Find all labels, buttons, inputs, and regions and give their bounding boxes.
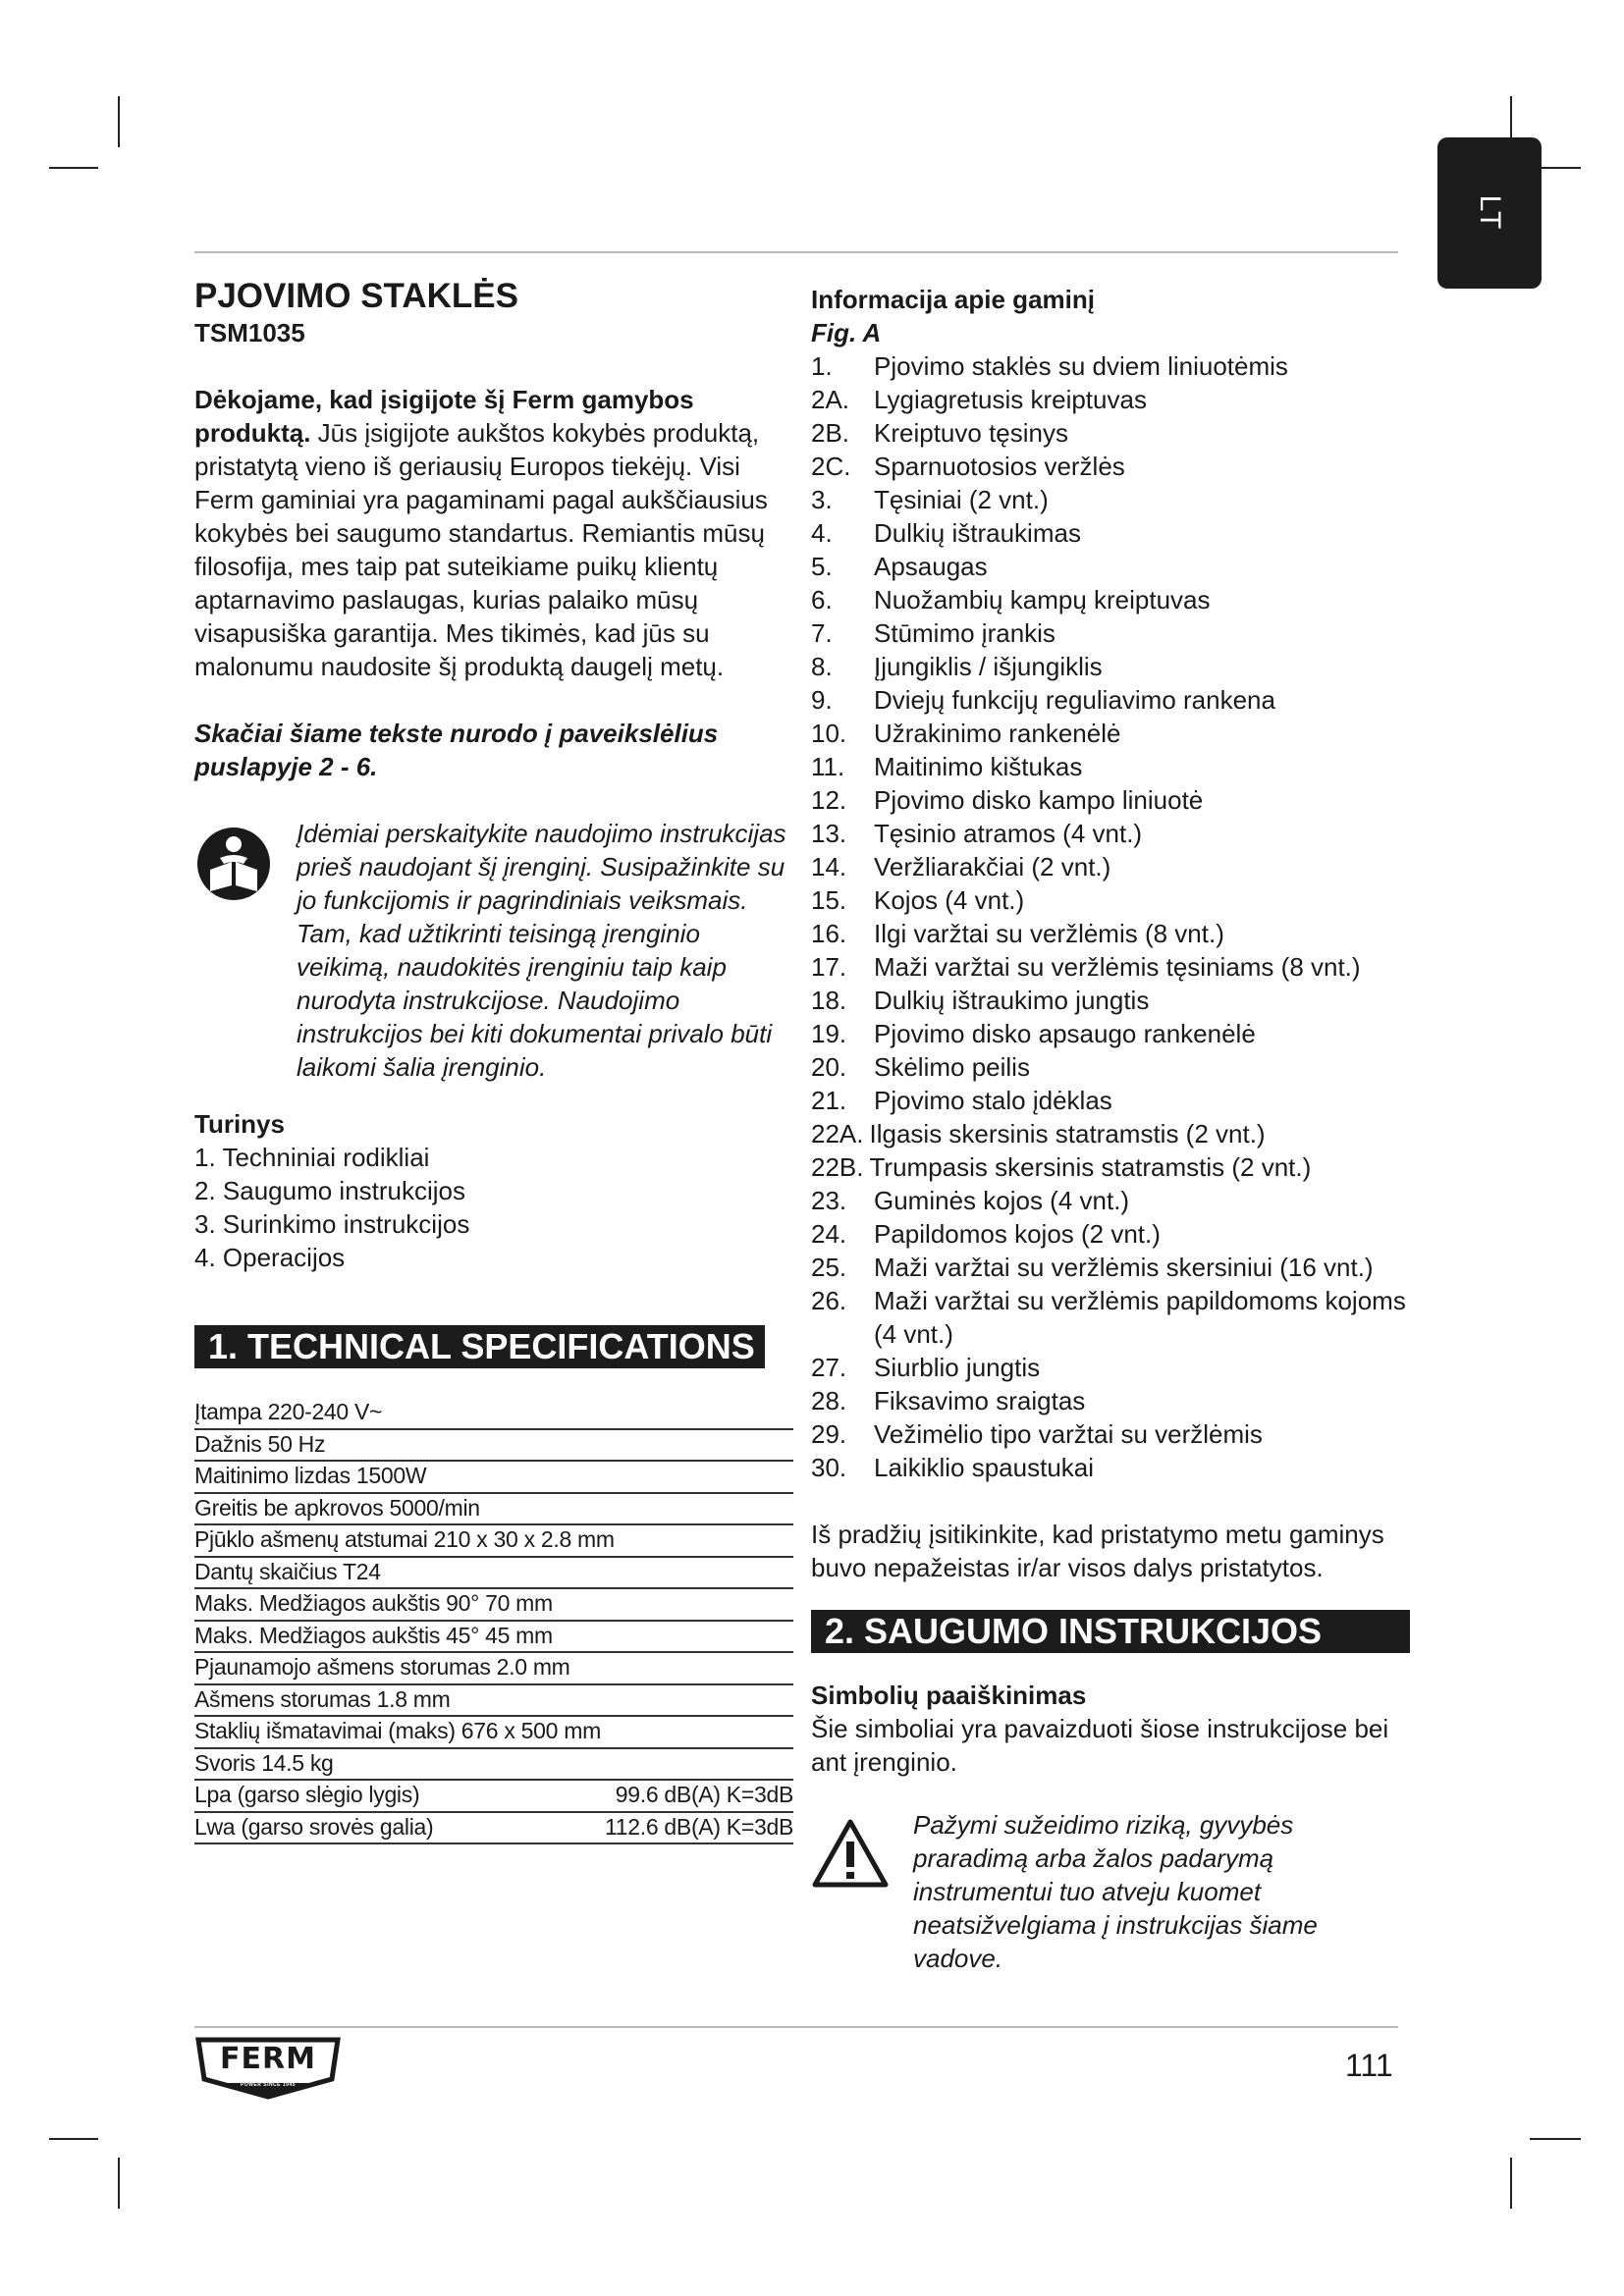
intro-bold: Dėkojame, kad įsigijote šį Ferm gamybos produktą. <box>194 385 694 448</box>
list-item: 19. Pjovimo disko apsaugo rankenėlė <box>811 1019 1256 1048</box>
logo-tagline: POWER SINCE 1945 <box>240 2082 297 2088</box>
left-column <box>194 277 793 1844</box>
spec-label: Lwa (garso srovės galia) <box>194 1813 434 1840</box>
symbols-title: Simbolių paaiškinimas <box>811 1681 1087 1710</box>
language-code: LT <box>1474 194 1506 232</box>
spec-label: Pjaunamojo ašmens storumas 2.0 mm <box>194 1654 570 1680</box>
crop-mark <box>49 167 98 169</box>
spec-label: Ašmens storumas 1.8 mm <box>194 1685 451 1712</box>
list-item: 22B. Trumpasis skersinis statramstis (2 vnt.) <box>811 1152 1312 1182</box>
spec-row <box>194 1781 793 1813</box>
list-item: 15. Kojos (4 vnt.) <box>811 885 1025 915</box>
spec-value: 99.6 dB(A) K=3dB <box>615 1782 793 1807</box>
product-model: TSM1035 <box>194 318 305 347</box>
list-item: 26. Maži varžtai su veržlėmis papildomoms kojoms (4 vnt.) <box>811 1286 1406 1349</box>
section-2-heading: 2. SAUGUMO INSTRUKCIJOS <box>811 1610 1410 1653</box>
list-item: 7. Stūmimo įrankis <box>811 618 1056 648</box>
table-of-contents <box>194 1107 793 1274</box>
list-item: 6. Nuožambių kampų kreiptuvas <box>811 585 1211 614</box>
toc-item: 4. Operacijos <box>194 1243 346 1272</box>
list-item: 16. Ilgi varžtai su veržlėmis (8 vnt.) <box>811 919 1224 948</box>
toc-item: 1. Techniniai rodikliai <box>194 1143 430 1172</box>
list-item: 24. Papildomos kojos (2 vnt.) <box>811 1219 1161 1249</box>
spec-label: Greitis be apkrovos 5000/min <box>194 1494 480 1521</box>
intro-text: Jūs įsigijote aukštos kokybės produktą, pristatytą vieno iš geriausių Europos tiekėjų. Visi Ferm gaminiai yra pagaminami pagal aukščiausius kokybės bei saugumo standartus. Remiantis mūsų filosofija, mes taip pat suteikiame puikų klientų aptarnavimo paslaugas, kurias palaiko mūsų visapusiška garantija. Mes tikimės, kad jūs su malonumu naudosite šį produktą daugelį metų. <box>194 418 768 681</box>
list-item: 22A. Ilgasis skersinis statramstis (2 vnt.) <box>811 1119 1266 1148</box>
product-title: PJOVIMO STAKLĖS <box>194 277 518 315</box>
spec-label: Įtampa 220-240 V~ <box>194 1399 383 1424</box>
spec-row <box>194 1589 793 1622</box>
parts-list <box>811 349 1410 1484</box>
list-item: 18. Dulkių ištraukimo jungtis <box>811 986 1150 1015</box>
toc-title: Turinys <box>194 1109 285 1139</box>
right-column <box>811 283 1410 1975</box>
spec-row <box>194 1525 793 1558</box>
spec-row <box>194 1813 793 1845</box>
list-item: 4. Dulkių ištraukimas <box>811 518 1081 548</box>
list-item: 20. Skėlimo peilis <box>811 1052 1030 1082</box>
spec-label: Svoris 14.5 kg <box>194 1749 334 1776</box>
list-item: 2C. Sparnuotosios veržlės <box>811 452 1125 481</box>
spec-row <box>194 1622 793 1654</box>
language-tab <box>1437 137 1542 289</box>
spec-label: Staklių išmatavimai (maks) 676 x 500 mm <box>194 1718 601 1743</box>
logo-text: FERM <box>220 2042 316 2076</box>
read-manual-icon <box>194 817 297 1084</box>
ferm-logo <box>194 2036 342 2106</box>
list-item: 2A. Lygiagretusis kreiptuvas <box>811 385 1147 414</box>
list-item: 12. Pjovimo disko kampo liniuotė <box>811 785 1204 815</box>
spec-value: 112.6 dB(A) K=3dB <box>604 1813 793 1840</box>
figures-reference: Skačiai šiame tekste nurodo į paveikslėlius puslapyje 2 - 6. <box>194 719 719 781</box>
list-item: 13. Tęsinio atramos (4 vnt.) <box>811 819 1143 848</box>
warning-text: Pažymi sužeidimo riziką, gyvybės praradimą arba žalos padarymą instrumentui tuo atveju kuomet neatsižvelgiama į instrukcijas šiame vadove. <box>913 1810 1318 1973</box>
spec-row <box>194 1653 793 1685</box>
warning-note <box>811 1808 1410 1975</box>
spec-row <box>194 1749 793 1782</box>
crop-mark <box>1530 2138 1581 2140</box>
list-item: 14. Veržliarakčiai (2 vnt.) <box>811 852 1111 881</box>
spec-row <box>194 1717 793 1749</box>
crop-mark <box>49 2138 98 2140</box>
list-item: 1. Pjovimo staklės su dviem liniuotėmis <box>811 351 1288 381</box>
crop-mark <box>118 2158 120 2209</box>
spec-label: Maks. Medžiagos aukštis 45° 45 mm <box>194 1622 553 1648</box>
crop-mark <box>1510 2158 1512 2209</box>
list-item: 3. Tęsiniai (2 vnt.) <box>811 485 1049 514</box>
toc-item: 2. Saugumo instrukcijos <box>194 1176 466 1205</box>
spec-label: Dantų skaičius T24 <box>194 1558 381 1584</box>
list-item: 17. Maži varžtai su veržlėmis tęsiniams (8 vnt.) <box>811 952 1361 982</box>
list-item: 29. Vežimėlio tipo varžtai su veržlėmis <box>811 1419 1263 1449</box>
spec-row <box>194 1558 793 1590</box>
page-number: 111 <box>1345 2048 1393 2083</box>
spec-row <box>194 1685 793 1718</box>
spec-label: Maks. Medžiagos aukštis 90° 70 mm <box>194 1590 553 1616</box>
list-item: 10. Užrakinimo rankenėlė <box>811 719 1121 748</box>
spec-label: Lpa (garso slėgio lygis) <box>194 1782 420 1807</box>
list-item: 30. Laikiklio spaustukai <box>811 1453 1095 1482</box>
section-1-heading: 1. TECHNICAL SPECIFICATIONS <box>194 1325 765 1368</box>
list-item: 28. Fiksavimo sraigtas <box>811 1386 1086 1415</box>
list-item: 25. Maži varžtai su veržlėmis skersiniui (16 vnt.) <box>811 1253 1374 1282</box>
list-item: 21. Pjovimo stalo įdėklas <box>811 1086 1112 1115</box>
read-manual-note <box>194 817 793 1084</box>
spec-row <box>194 1430 793 1463</box>
intro-paragraph <box>194 383 793 683</box>
spec-row <box>194 1494 793 1526</box>
header-rule <box>194 251 1398 253</box>
spec-row <box>194 1462 793 1494</box>
toc-item: 3. Surinkimo instrukcijos <box>194 1209 470 1239</box>
symbols-text: Šie simboliai yra pavaizduoti šiose instrukcijose bei ant įrenginio. <box>811 1714 1389 1777</box>
list-item: 11. Maitinimo kištukas <box>811 752 1083 781</box>
crop-mark <box>118 96 120 147</box>
spec-row <box>194 1398 793 1430</box>
figure-label: Fig. A <box>811 318 882 347</box>
list-item: 5. Apsaugas <box>811 552 988 581</box>
spec-label: Dažnis 50 Hz <box>194 1430 326 1457</box>
spec-label: Maitinimo lizdas 1500W <box>194 1463 427 1488</box>
specifications-table <box>194 1398 793 1844</box>
list-item: 2B. Kreiptuvo tęsinys <box>811 418 1068 448</box>
list-item: 9. Dviejų funkcijų reguliavimo rankena <box>811 685 1275 715</box>
list-item: 8. Įjungiklis / išjungiklis <box>811 652 1103 681</box>
footer-rule <box>194 2026 1398 2028</box>
read-manual-text: Įdėmiai perskaitykite naudojimo instrukcijas prieš naudojant šį įrenginį. Susipažinkite su jo funkcijomis ir pagrindiniais veiksmais. Tam, kad užtikrinti teisingą įrenginio veikimą, naudokitės įrenginiu taip kaip nurodyta instrukcijose. Naudojimo instrukcijos bei kiti dokumentai privalo būti laikomi šalia įrenginio. <box>297 819 786 1082</box>
delivery-check-text: Iš pradžių įsitikinkite, kad pristatymo metu gaminys buvo nepažeistas ir/ar visos dalys pristatytos. <box>811 1520 1384 1582</box>
warning-triangle-icon <box>811 1808 913 1975</box>
list-item: 27. Siurblio jungtis <box>811 1353 1041 1382</box>
list-item: 23. Guminės kojos (4 vnt.) <box>811 1186 1130 1215</box>
product-info-title: Informacija apie gaminį <box>811 285 1095 314</box>
spec-label: Pjūklo ašmenų atstumai 210 x 30 x 2.8 mm <box>194 1526 615 1552</box>
